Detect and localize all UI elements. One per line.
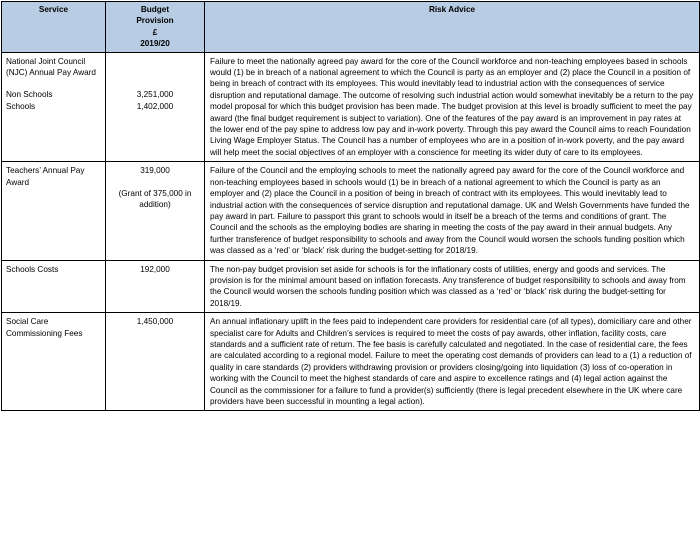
service-name: Schools Costs [2, 260, 106, 313]
table-row-teachers [2, 162, 700, 260]
budget-note: (Grant of 375,000 in addition) [118, 188, 192, 210]
risk-advice-table [1, 1, 700, 411]
service-name: Teachers’ Annual Pay Award [2, 162, 106, 260]
header-budget-line: Budget [140, 5, 170, 14]
budget-value: 192,000 [106, 260, 205, 313]
risk-advice-text: Failure of the Council and the employing schools to meet the nationally agreed pay award for the core of the Council workforce and non-teaching employees based in schools would (1) be in breach of a national agreement to which the Council is party as an employer and (2) place the Council in a position of being in breach of contract with its employees. This would inevitably lead to industrial action with the consequences of service disruption and reputational damage. UK and Welsh Governments have funded the pay award in part. Failure to passport this grant to schools would in itself be a breach of the terms and conditions of grant. The Council and the schools as the employing bodies are sharing in meeting the costs of the pay award in their annual budgets. Any further transference of budget responsibility to schools and away from the Council would worsen the schools funding position which was classed as a ‘red’ or ‘black’ risk during the budget-setting for 2018/19. [205, 162, 700, 260]
service-name: Social Care Commissioning Fees [2, 313, 106, 411]
header-budget [106, 2, 205, 53]
table-row-njc [2, 52, 700, 162]
header-budget-line: £ [152, 27, 158, 37]
header-row [2, 2, 700, 53]
service-sub-item: Schools [6, 101, 36, 111]
header-budget-line: 2019/20 [140, 39, 170, 49]
header-budget-line: Provision [136, 16, 174, 26]
budget-value: 1,402,000 [136, 101, 174, 111]
header-risk-advice: Risk Advice [205, 2, 700, 53]
service-sub-item: Non Schools [6, 90, 53, 100]
service-cell [2, 52, 106, 162]
header-service: Service [2, 2, 106, 53]
risk-advice-text: The non-pay budget provision set aside for schools is for the inflationary costs of utilities, energy and goods and services. The provision is for the minimal amount based on inflation forecasts. Any transference of budget responsibility to schools and away from the Council would worsen the schools funding position which was classed as a ‘red’ or ‘black’ risk during the budget-setting for 2018/19. [205, 260, 700, 313]
budget-value: 1,450,000 [106, 313, 205, 411]
budget-cell [106, 52, 205, 162]
budget-value: 3,251,000 [136, 90, 174, 100]
risk-advice-text: An annual inflationary uplift in the fees paid to independent care providers for residential care (of all types), domiciliary care and other specialist care for Adults and Children’s services is required to meet the costs of pay awards, other inflation, facility costs, care standards and a sufficient rate of return. The fee basis is carefully calculated and negotiated. In the case of residential care, the fees are calculated according to a regional model. Failure to meet the operating cost demands of providers can lead to a (1) a reduction of quality in care standards (2) providers withdrawing provision or providers closing/going into liquidation (3) loss of co-operation in working with the Council to meet the highest standards of care and aspire to excellence ratings and (4) legal action against the Council as the commissioner for a failure to fund a provider(s) sufficiently (there is legal precedent elsewhere in the UK where care providers have been successful in mounting a legal action). [205, 313, 700, 411]
table-row-schools-costs [2, 260, 700, 313]
table-row-social-care [2, 313, 700, 411]
budget-value: 319,000 [140, 166, 170, 176]
risk-advice-text: Failure to meet the nationally agreed pay award for the core of the Council workforce and non-teaching employees based in schools would (1) be in breach of a national agreement to which the Council is party as an employer and (2) place the Council in a position of being in breach of contract with its employees. This would inevitably lead to industrial action with the consequences of service disruption and reputational damage. The outcome of resolving such industrial action would somewhat inevitably be a return to the pay model proposal for which this budget provision has been made. The budget provision at this level is broadly sufficient to meet the pay award (the final budget requirement is subject to variation). One of the features of the pay award is an improvement in pay rates at the lower end of the pay spine to address low pay and in-work poverty. Through this pay award the Council aims to reach Foundation Living Wage Employer Status. The Council has a number of employees who are in a position of in-work poverty, and the pay award will help meet the social objectives of an employer with a conscience for meeting its wider duty of care to its employees. [205, 52, 700, 162]
budget-cell [106, 162, 205, 260]
service-name: National Joint Council (NJC) Annual Pay Award [6, 56, 96, 78]
